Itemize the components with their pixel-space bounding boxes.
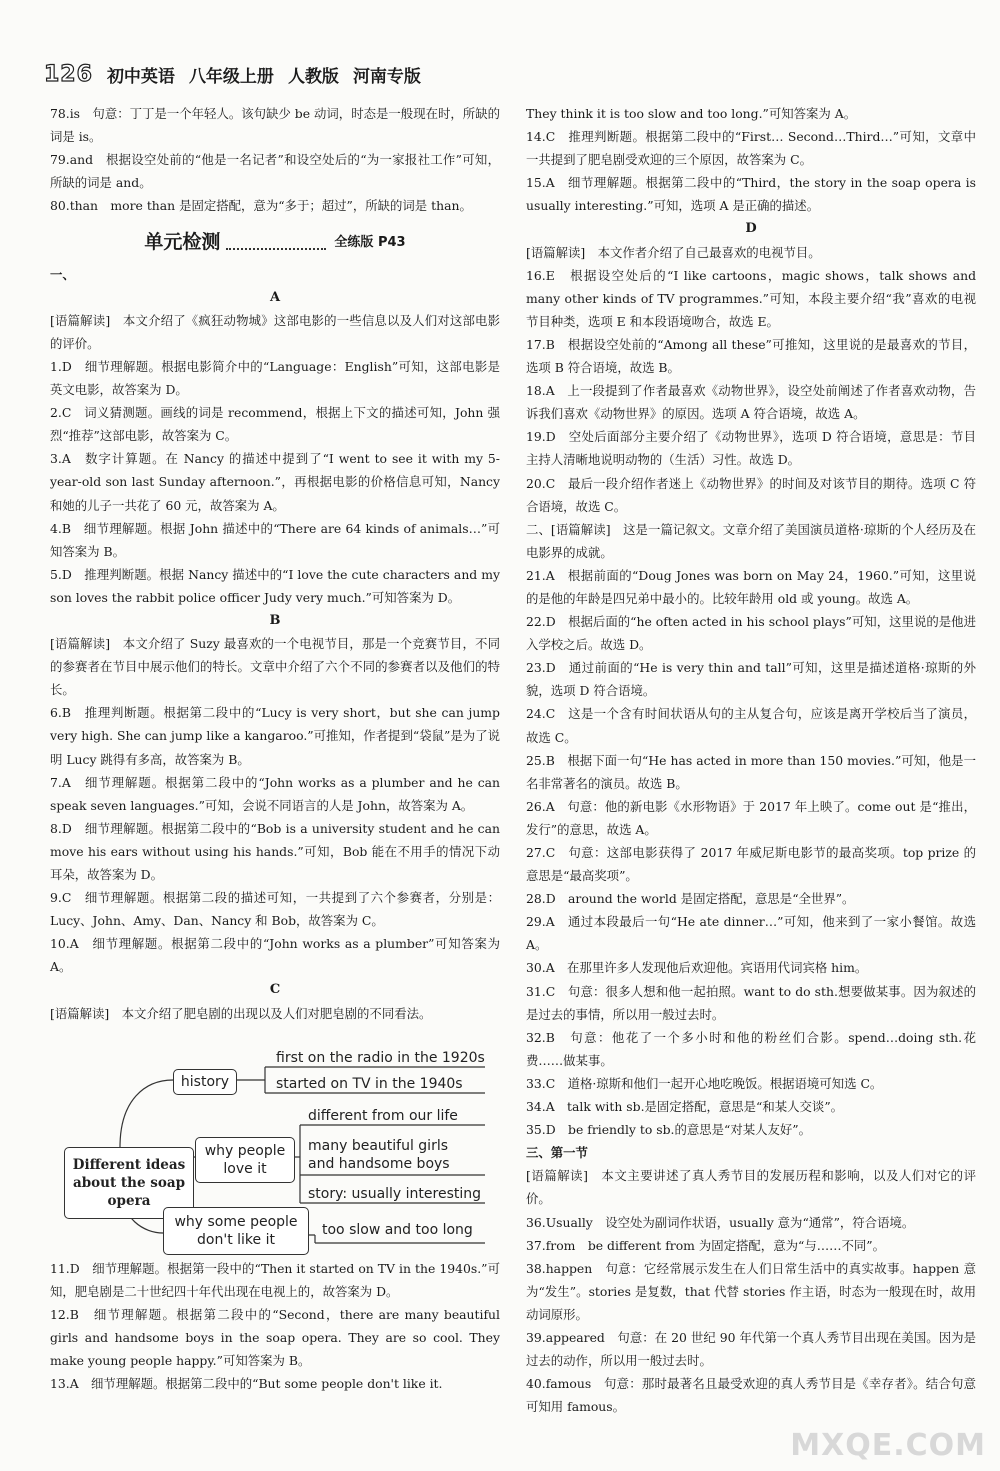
branch-dislike-label: why some people don't like it [174,1213,298,1248]
answer-entry: They think it is too slow and too long.”可知答案为 A。 [526,106,857,121]
answer-entry: 28.D around the world 是固定搭配，意思是“全世界”。 [526,891,855,907]
answer-entry: 13.A 细节理解题。根据第二段中的“But some people don't like it. [50,1376,443,1392]
part-heading: 三、第一节 [526,1145,588,1161]
answer-entry: 23.D 通过前面的“He is very thin and tall”可知，这里是描述道格·琼斯的外貌，选项 D 符合语境。 [526,660,976,699]
answer-entry: 3.A 数字计算题。在 Nancy 的描述中提到了“I went to see it with my 5-year-old son last Sunday afternoon.”，再根据电影的价格信息可知，Nancy 和她的儿子一共花了 60 元，故答案为 A。 [50,451,500,513]
answer-entry: 33.C 道格·琼斯和他们一起开心地吃晚饭。根据语境可知选 C。 [526,1075,883,1091]
answer-entry: 1.D 细节理解题。根据电影简介中的“Language：English”可知，这部电影是英文电影，故答案为 D。 [50,358,500,398]
answer-entry: 31.C 句意：很多人想和他一起拍照。want to do sth.想要做某事。因为叙述的是过去的事情，所以用一般过去时。 [526,983,976,1022]
answer-entry: 10.A 细节理解题。根据第二段中的“John works as a plumber”可知答案为 A。 [50,936,500,975]
answer-entry: 2.C 词义猜测题。画线的词是 recommend，根据上下文的描述可知，John 强烈“推荐”这部电影，故答案为 C。 [50,405,500,444]
answer-entry: 9.C 细节理解题。根据第二段的描述可知，一共提到了六个参赛者，分别是：Lucy、John、Amy、Dan、Nancy 和 Bob，故答案为 C。 [50,890,500,929]
answer-entry: 32.B 句意：他花了一个多小时和他的粉丝们合影。spend…doing sth.花费……做某事。 [526,1029,976,1068]
book-title: 初中英语 [106,66,175,87]
answer-entry: 7.A 细节理解题。根据第二段中的“John works as a plumber and he can speak seven languages.”可知，会说不同语言的人是 John，故答案为 A。 [50,774,500,813]
part-two-summary: 二、[语篇解读] 这是一篇记叙文。文章介绍了美国演员道格·琼斯的个人经历及在电影界的成就。 [526,521,976,560]
book-region: 河南专版 [352,66,421,87]
answer-entry: 22.D 根据后面的“he often acted in his school plays”可知，这里说的是他进入学校之后。故选 D。 [526,614,976,653]
site-watermark: MXQE.COM [790,1428,986,1463]
branch-dislike-node [163,1207,309,1255]
answer-entry: [语篇解读] 本文介绍了 Suzy 最喜欢的一个电视节目，那是一个竞赛节目，不同的参赛者在节目中展示他们的特长。文章中介绍了六个不同的参赛者以及他们的特长。 [50,636,500,698]
answer-entry: 21.A 根据前面的“Doug Jones was born on May 24，1960.”可知，这里说的是他的年龄是四兄弟中最小的。比较年龄用 old 或 young。故选 A。 [526,567,976,606]
answer-entry: 40.famous 句意：那时最著名且最受欢迎的真人秀节目是《幸存者》。结合句意可知用 famous。 [526,1376,976,1415]
answer-entry: 78.is 句意：丁丁是一个年轻人。该句缺少 be 动词，时态是一般现在时，所缺的词是 is。 [50,106,500,145]
branch-history-node [173,1069,237,1095]
answer-entry: 26.A 句意：他的新电影《水形物语》于 2017 年上映了。come out 是“推出，发行”的意思，故选 A。 [526,798,976,837]
mind-map-center-label: Different ideas about the soap opera [72,1156,186,1209]
answer-entry: [语篇解读] 本文介绍了《疯狂动物城》这部电影的一些信息以及人们对这部电影的评价。 [50,312,500,351]
love-point: many beautiful girls and handsome boys [308,1137,450,1172]
right-column [526,102,976,1418]
answer-entry: 38.happen 句意：它经常展示发生在人们日常生活中的真实故事。happen 意为“发生”。stories 是复数，that 代替 stories 作主语，时态为一般现在时，故用动词原形。 [526,1260,976,1322]
unit-test-heading [50,231,500,254]
answer-entry: [语篇解读] 本文主要讲述了真人秀节目的发展历程和影响，以及人们对它的评价。 [526,1168,976,1207]
dotted-leader [226,248,326,250]
answer-entry: 14.C 推理判断题。根据第二段中的“First… Second…Third…”可知，文章中一共提到了肥皂剧受欢迎的三个原因，故答案为 C。 [526,129,976,168]
answer-entry: 34.A talk with sb.是固定搭配，意思是“和某人交谈”。 [526,1099,844,1115]
section-heading-d: D [745,221,757,237]
page-number: 126 [44,61,93,87]
answer-entry: 29.A 通过本段最后一句“He ate dinner…”可知，他来到了一家小餐馆。故选 A。 [526,914,976,953]
answer-entry: 18.A 上一段提到了作者最喜欢《动物世界》，设空处前阐述了作者喜欢动物，告诉我们喜欢《动物世界》的原因。选项 A 符合语境，故选 A。 [526,383,976,422]
dislike-point: too slow and too long [322,1221,473,1238]
answer-entry: 39.appeared 句意：在 20 世纪 90 年代第一个真人秀节目出现在美国。因为是过去的动作，所以用一般过去时。 [526,1329,976,1369]
book-edition: 人教版 [287,66,339,87]
answer-entry: 80.than more than 是固定搭配，意为“多于；超过”，所缺的词是 than。 [50,198,472,214]
page-header [44,60,421,88]
answer-entry: 12.B 细节理解题。根据第二段中的“Second，there are many beautiful girls and handsome boys in the soap opera. They are so cool. They make young people happy.”可知答案为 B。 [50,1306,500,1369]
answer-entry: 6.B 推理判断题。根据第二段中的“Lucy is very short，but she can jump very high. She can jump like a kangaroo.”可推知，作者提到“袋鼠”是为了说明 Lucy 跳得有多高，故答案为 B。 [50,705,500,767]
left-column [50,102,500,1395]
answer-entry: 17.B 根据设空处前的“Among all these”可推知，这里说的是最喜欢的节目，选项 B 符合语境，故选 B。 [526,336,976,376]
unit-reference: 全练版 P43 [334,235,406,251]
mind-map [50,1025,500,1257]
section-heading-c: C [269,982,281,998]
history-point: started on TV in the 1940s [276,1075,463,1092]
answer-entry: 24.C 这是一个含有时间状语从句的主从复合句，应该是离开学校后当了演员，故选 C。 [526,706,976,745]
branch-history-label: history [180,1073,230,1090]
book-grade: 八年级上册 [188,66,274,87]
answer-entry: 4.B 细节理解题。根据 John 描述中的“There are 64 kinds of animals…”可知答案为 B。 [50,520,500,559]
unit-title: 单元检测 [144,231,221,254]
answer-entry: 20.C 最后一段介绍作者迷上《动物世界》的时间及对该节目的期待。选项 C 符合语境，故选 C。 [526,475,976,514]
branch-love-node [195,1137,295,1183]
answer-entry: 8.D 细节理解题。根据第二段中的“Bob is a university student and he can move his ears without using his hands.”可知，Bob 能在不用手的情况下动耳朵，故答案为 D。 [50,820,500,882]
history-point: first on the radio in the 1920s [276,1049,485,1066]
answer-entry: 25.B 根据下面一句“He has acted in more than 150 movies.”可知，他是一名非常著名的演员。故选 B。 [526,752,976,791]
passage-summary: [语篇解读] 本文介绍了肥皂剧的出现以及人们对肥皂剧的不同看法。 [50,1005,432,1021]
answer-entry: 37.from be different from 为固定搭配，意为“与……不同”。 [526,1237,885,1253]
love-point: different from our life [308,1107,458,1124]
answer-entry: 30.A 在那里许多人发现他后欢迎他。宾语用代词宾格 him。 [526,960,868,976]
part-heading: 一、 [50,266,75,282]
answer-entry: 16.E 根据设空处后的“I like cartoons，magic shows，talk shows and many other kinds of TV programmes.”可知，本段主要介绍“我”喜欢的电视节目种类，选项 E 和本段语境吻合，故选 E。 [526,267,976,329]
section-heading-b: B [269,612,281,628]
answer-entry: 79.and 根据设空处前的“他是一名记者”和设空处后的“为一家报社工作”可知，所缺的词是 and。 [50,152,500,191]
answer-entry: 36.Usually 设空处为副词作状语，usually 意为“通常”，符合语境。 [526,1214,915,1230]
answer-entry: [语篇解读] 本文作者介绍了自己最喜欢的电视节目。 [526,244,821,260]
answer-entry: 15.A 细节理解题。根据第二段中的“Third，the story in the soap opera is usually interesting.”可知，选项 A 是正确的描述。 [526,175,976,214]
branch-love-label: why people love it [204,1142,286,1177]
answer-entry: 27.C 句意：这部电影获得了 2017 年威尼斯电影节的最高奖项。top prize 的意思是“最高奖项”。 [526,845,976,884]
answer-entry: 35.D be friendly to sb.的意思是“对某人友好”。 [526,1122,812,1138]
answer-entry: 19.D 空处后面部分主要介绍了《动物世界》，选项 D 符合语境，意思是：节目主持人清晰地说明动物的（生活）习性。故选 D。 [526,429,976,468]
answer-entry: 5.D 推理判断题。根据 Nancy 描述中的“I love the cute characters and my son loves the rabbit police officer Judy very much.”可知答案为 D。 [50,566,500,605]
section-heading-a: A [269,289,281,305]
answer-entry: 11.D 细节理解题。根据第一段中的“Then it started on TV in the 1940s.”可知，肥皂剧是二十世纪四十年代出现在电视上的，故答案为 D。 [50,1260,500,1299]
love-point: story: usually interesting [308,1185,482,1202]
